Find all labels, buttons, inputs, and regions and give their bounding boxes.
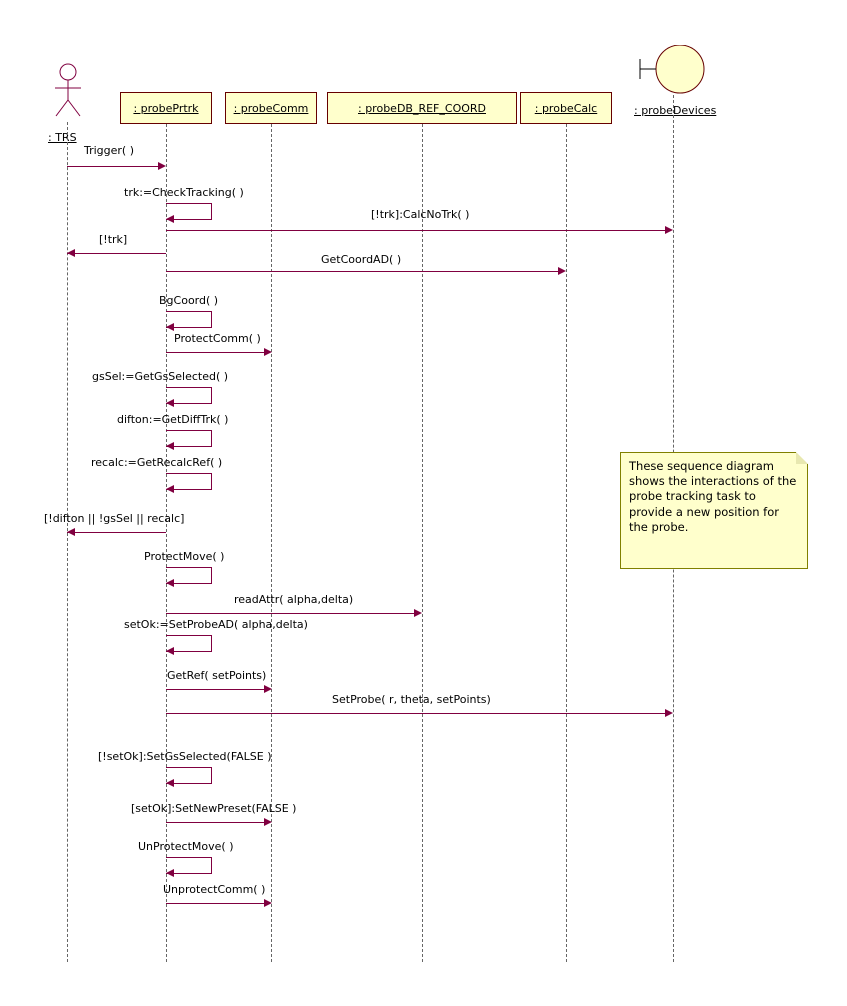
message-arrow-protectmove: [166, 579, 174, 587]
message-line-trigger: [67, 166, 158, 167]
message-arrow-getdifftrk: [166, 442, 174, 450]
note-text: These sequence diagram shows the interactions of the probe tracking task to provide a new position for the probe.: [629, 459, 797, 534]
lifeline-label-probeprtrk: : probePrtrk: [133, 101, 199, 115]
actor-trs-figure: [48, 62, 88, 122]
actor-probedevices-figure: [634, 45, 714, 100]
lifeline-label-probedevices: : probeDevices: [634, 104, 717, 117]
message-arrow-getref: [264, 685, 272, 693]
message-line-calcnotrk: [166, 230, 665, 231]
message-label-protectcomm: ProtectComm( ): [174, 332, 261, 345]
message-line-setnewpreset: [166, 822, 264, 823]
message-arrow-setgsselected-false: [166, 779, 174, 787]
message-label-setprobead: setOk:=SetProbeAD( alpha,delta): [124, 618, 308, 631]
message-label-getdifftrk: difton:=GetDiffTrk( ): [117, 413, 229, 426]
message-label-readattr: readAttr( alpha,delta): [234, 593, 354, 606]
lifeline-dash-trs: [67, 122, 68, 962]
message-arrow-unprotectmove: [166, 869, 174, 877]
message-label-difton-guard: [!difton || !gsSel || recalc]: [44, 512, 185, 525]
message-arrow-readattr: [414, 609, 422, 617]
message-label-setnewpreset: [setOk]:SetNewPreset(FALSE ): [131, 802, 297, 815]
message-label-trk-return: [!trk]: [99, 233, 128, 246]
lifeline-box-probedb-ref-coord[interactable]: [327, 92, 517, 124]
message-label-calcnotrk: [!trk]:CalcNoTrk( ): [371, 208, 470, 221]
note-box: [620, 452, 808, 569]
message-arrow-calcnotrk: [665, 226, 673, 234]
message-arrow-setnewpreset: [264, 818, 272, 826]
lifeline-box-probecomm[interactable]: [225, 92, 317, 124]
message-label-protectmove: ProtectMove( ): [144, 550, 225, 563]
message-line-readattr: [166, 613, 415, 614]
message-label-setprobe: SetProbe( r, theta, setPoints): [332, 693, 491, 706]
message-arrow-difton-guard: [67, 528, 75, 536]
message-label-getref: GetRef( setPoints): [167, 669, 267, 682]
message-line-trk-return: [67, 253, 166, 254]
lifeline-box-probecalc[interactable]: [520, 92, 612, 124]
lifeline-label-probecalc: : probeCalc: [534, 101, 598, 115]
message-label-bgcoord: BgCoord( ): [159, 294, 219, 307]
message-arrow-getcoordad: [558, 267, 566, 275]
message-label-unprotectcomm: UnprotectComm( ): [163, 883, 266, 896]
message-label-setgsselected-false: [!setOk]:SetGsSelected(FALSE ): [98, 750, 272, 763]
lifeline-dash-probeprtrk: [166, 124, 167, 962]
message-line-getcoordad: [166, 271, 559, 272]
message-label-getgsselected: gsSel:=GetGsSelected( ): [92, 370, 229, 383]
message-label-trigger: Trigger( ): [84, 144, 135, 157]
message-arrow-protectcomm: [264, 348, 272, 356]
note-fold-corner: [796, 452, 808, 464]
message-line-setprobe: [166, 713, 665, 714]
lifeline-dash-probedb-ref-coord: [422, 124, 423, 962]
message-line-difton-guard: [67, 532, 166, 533]
lifeline-dash-probecalc: [566, 124, 567, 962]
message-line-getref: [166, 689, 264, 690]
lifeline-dash-probecomm: [271, 124, 272, 962]
message-label-getcoordad: GetCoordAD( ): [321, 253, 402, 266]
actor-label-trs: : TRS: [48, 131, 77, 144]
message-arrow-unprotectcomm: [264, 899, 272, 907]
message-arrow-setprobe: [665, 709, 673, 717]
message-line-unprotectcomm: [166, 903, 264, 904]
message-arrow-bgcoord: [166, 323, 174, 331]
message-arrow-trk-return: [67, 249, 75, 257]
message-arrow-checktracking: [166, 215, 174, 223]
message-arrow-getgsselected: [166, 399, 174, 407]
message-label-unprotectmove: UnProtectMove( ): [138, 840, 234, 853]
lifeline-label-probedb-ref-coord: : probeDB_REF_COORD: [358, 101, 486, 115]
message-label-getrecalcref: recalc:=GetRecalcRef( ): [91, 456, 223, 469]
lifeline-box-probeprtrk[interactable]: [120, 92, 212, 124]
message-line-protectcomm: [166, 352, 264, 353]
lifeline-label-probecomm: : probeComm: [233, 101, 309, 115]
message-arrow-trigger: [158, 162, 166, 170]
message-arrow-setprobead: [166, 647, 174, 655]
message-label-checktracking: trk:=CheckTracking( ): [124, 186, 244, 199]
message-arrow-getrecalcref: [166, 485, 174, 493]
